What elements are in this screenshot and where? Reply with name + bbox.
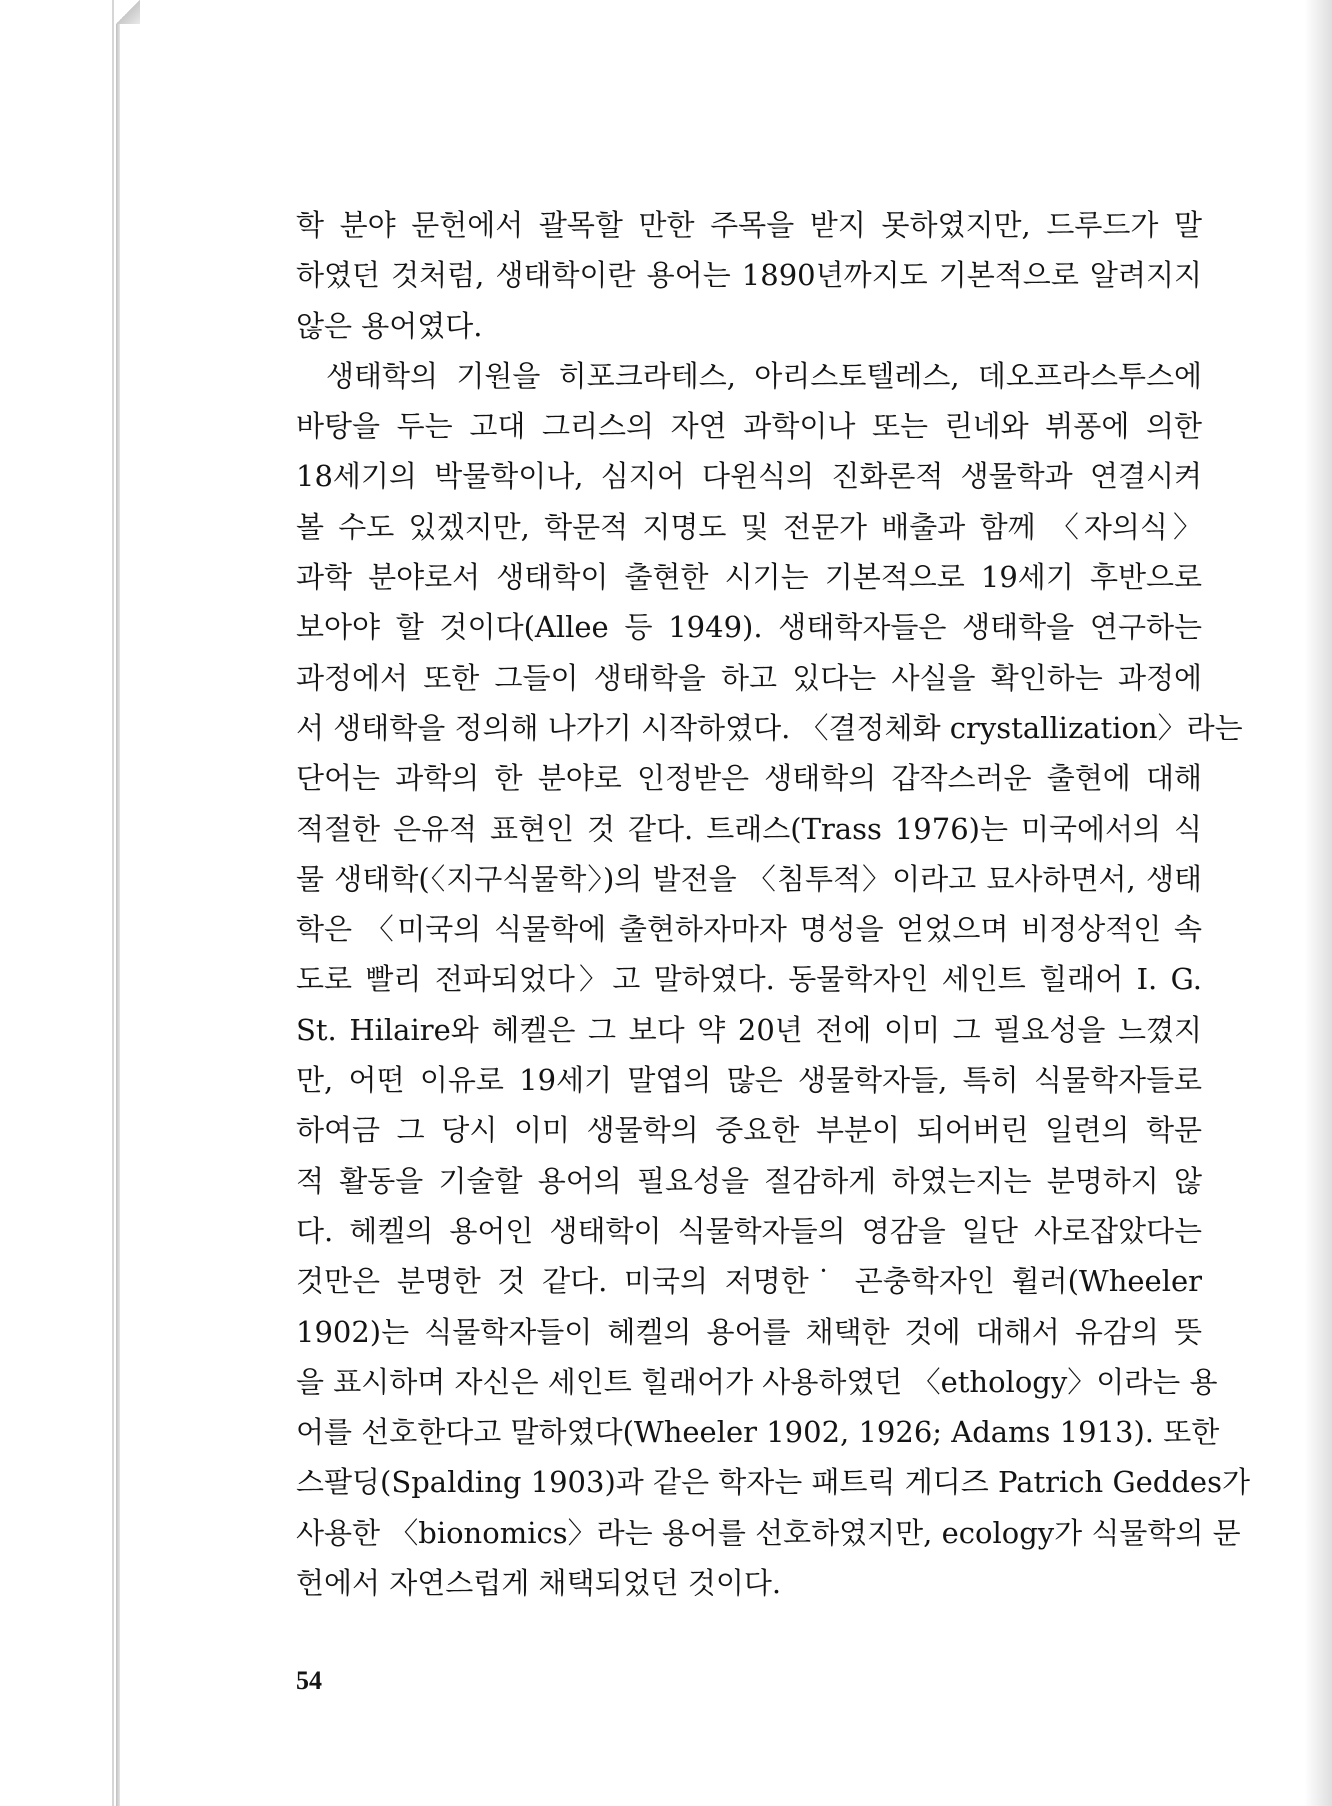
- text-line: 적절한 은유적 표현인 것 같다. 트래스(Trass 1976)는 미국에서의 식: [296, 811, 1202, 846]
- text-line: 하였던 것처럼, 생태학이란 용어는 1890년까지도 기본적으로 알려지지: [296, 258, 1202, 293]
- text-line: 18세기의 박물학이나, 심지어 다윈식의 진화론적 생물학과 연결시켜: [296, 459, 1202, 494]
- body-text: [296, 200, 1250, 1608]
- text-line: 헌에서 자연스럽게 채택되었던 것이다.: [296, 1566, 782, 1601]
- text-line: 단어는 과학의 한 분야로 인정받은 생태학의 갑작스러운 출현에 대해: [296, 761, 1202, 796]
- text-line: 1902)는 식물학자들이 헤켈의 용어를 채택한 것에 대해서 유감의 뜻: [296, 1314, 1202, 1349]
- page-number: 54: [296, 1666, 322, 1695]
- text-line: 학 분야 문헌에서 괄목할 만한 주목을 받지 못하였지만, 드루드가 말: [296, 208, 1202, 242]
- paragraph-2: [296, 351, 1250, 1608]
- paragraph-1: [296, 200, 1202, 351]
- text-line: 만, 어떤 이유로 19세기 말엽의 많은 생물학자들, 특히 식물학자들로: [296, 1063, 1202, 1098]
- text-line: 생태학의 기원을 히포크라테스, 아리스토텔레스, 데오프라스투스에: [326, 358, 1202, 393]
- text-line: 어를 선호한다고 말하였다(Wheeler 1902, 1926; Adams 1913). 또한: [296, 1415, 1220, 1450]
- text-line: 도로 빨리 전파되었다〉고 말하였다. 동물학자인 세인트 힐래어 I. G.: [296, 962, 1202, 997]
- text-line: 하여금 그 당시 이미 생물학의 중요한 부분이 되어버린 일련의 학문: [296, 1113, 1202, 1148]
- text-line: 다. 헤켈의 용어인 생태학이 식물학자들의 영감을 일단 사로잡았다는: [296, 1213, 1202, 1248]
- text-line: St. Hilaire와 헤켈은 그 보다 약 20년 전에 이미 그 필요성을 느꼈지: [296, 1012, 1202, 1047]
- page-corner-fold: [116, 0, 140, 24]
- text-line: 바탕을 두는 고대 그리스의 자연 과학이나 또는 린네와 뷔퐁에 의한: [296, 409, 1202, 444]
- text-line: 스팔딩(Spalding 1903)과 같은 학자는 패트릭 게디즈 Patrich Geddes가: [296, 1465, 1250, 1500]
- text-line: 사용한 〈bionomics〉라는 용어를 선호하였지만, ecology가 식물학의 문: [296, 1515, 1241, 1550]
- text-line: 학은 〈미국의 식물학에 출현하자마자 명성을 얻었으며 비정상적인 속: [296, 912, 1202, 947]
- text-line: 보아야 할 것이다(Allee 등 1949). 생태학자들은 생태학을 연구하는: [296, 610, 1202, 645]
- text-line: 과학 분야로서 생태학이 출현한 시기는 기본적으로 19세기 후반으로: [296, 560, 1202, 595]
- text-line: 물 생태학(〈지구식물학〉)의 발전을 〈침투적〉이라고 묘사하면서, 생태: [296, 861, 1202, 896]
- binding-shadow: [1304, 0, 1332, 1806]
- text-line: 것만은 분명한 것 같다. 미국의 저명한˙ 곤충학자인 휠러(Wheeler: [296, 1264, 1202, 1299]
- text-line: 적 활동을 기술할 용어의 필요성을 절감하게 하였는지는 분명하지 않: [296, 1163, 1202, 1198]
- page-edge: [116, 0, 120, 1806]
- text-line: 을 표시하며 자신은 세인트 힐래어가 사용하였던 〈ethology〉이라는 용: [296, 1364, 1218, 1399]
- text-line: 않은 용어였다.: [296, 308, 483, 343]
- text-line: 볼 수도 있겠지만, 학문적 지명도 및 전문가 배출과 함께 〈자의식〉: [296, 509, 1202, 544]
- text-line: 과정에서 또한 그들이 생태학을 하고 있다는 사실을 확인하는 과정에: [296, 660, 1202, 695]
- text-line: 서 생태학을 정의해 나가기 시작하였다. 〈결정체화 crystallization〉라는: [296, 710, 1243, 745]
- page-edge-outer: [112, 0, 114, 1806]
